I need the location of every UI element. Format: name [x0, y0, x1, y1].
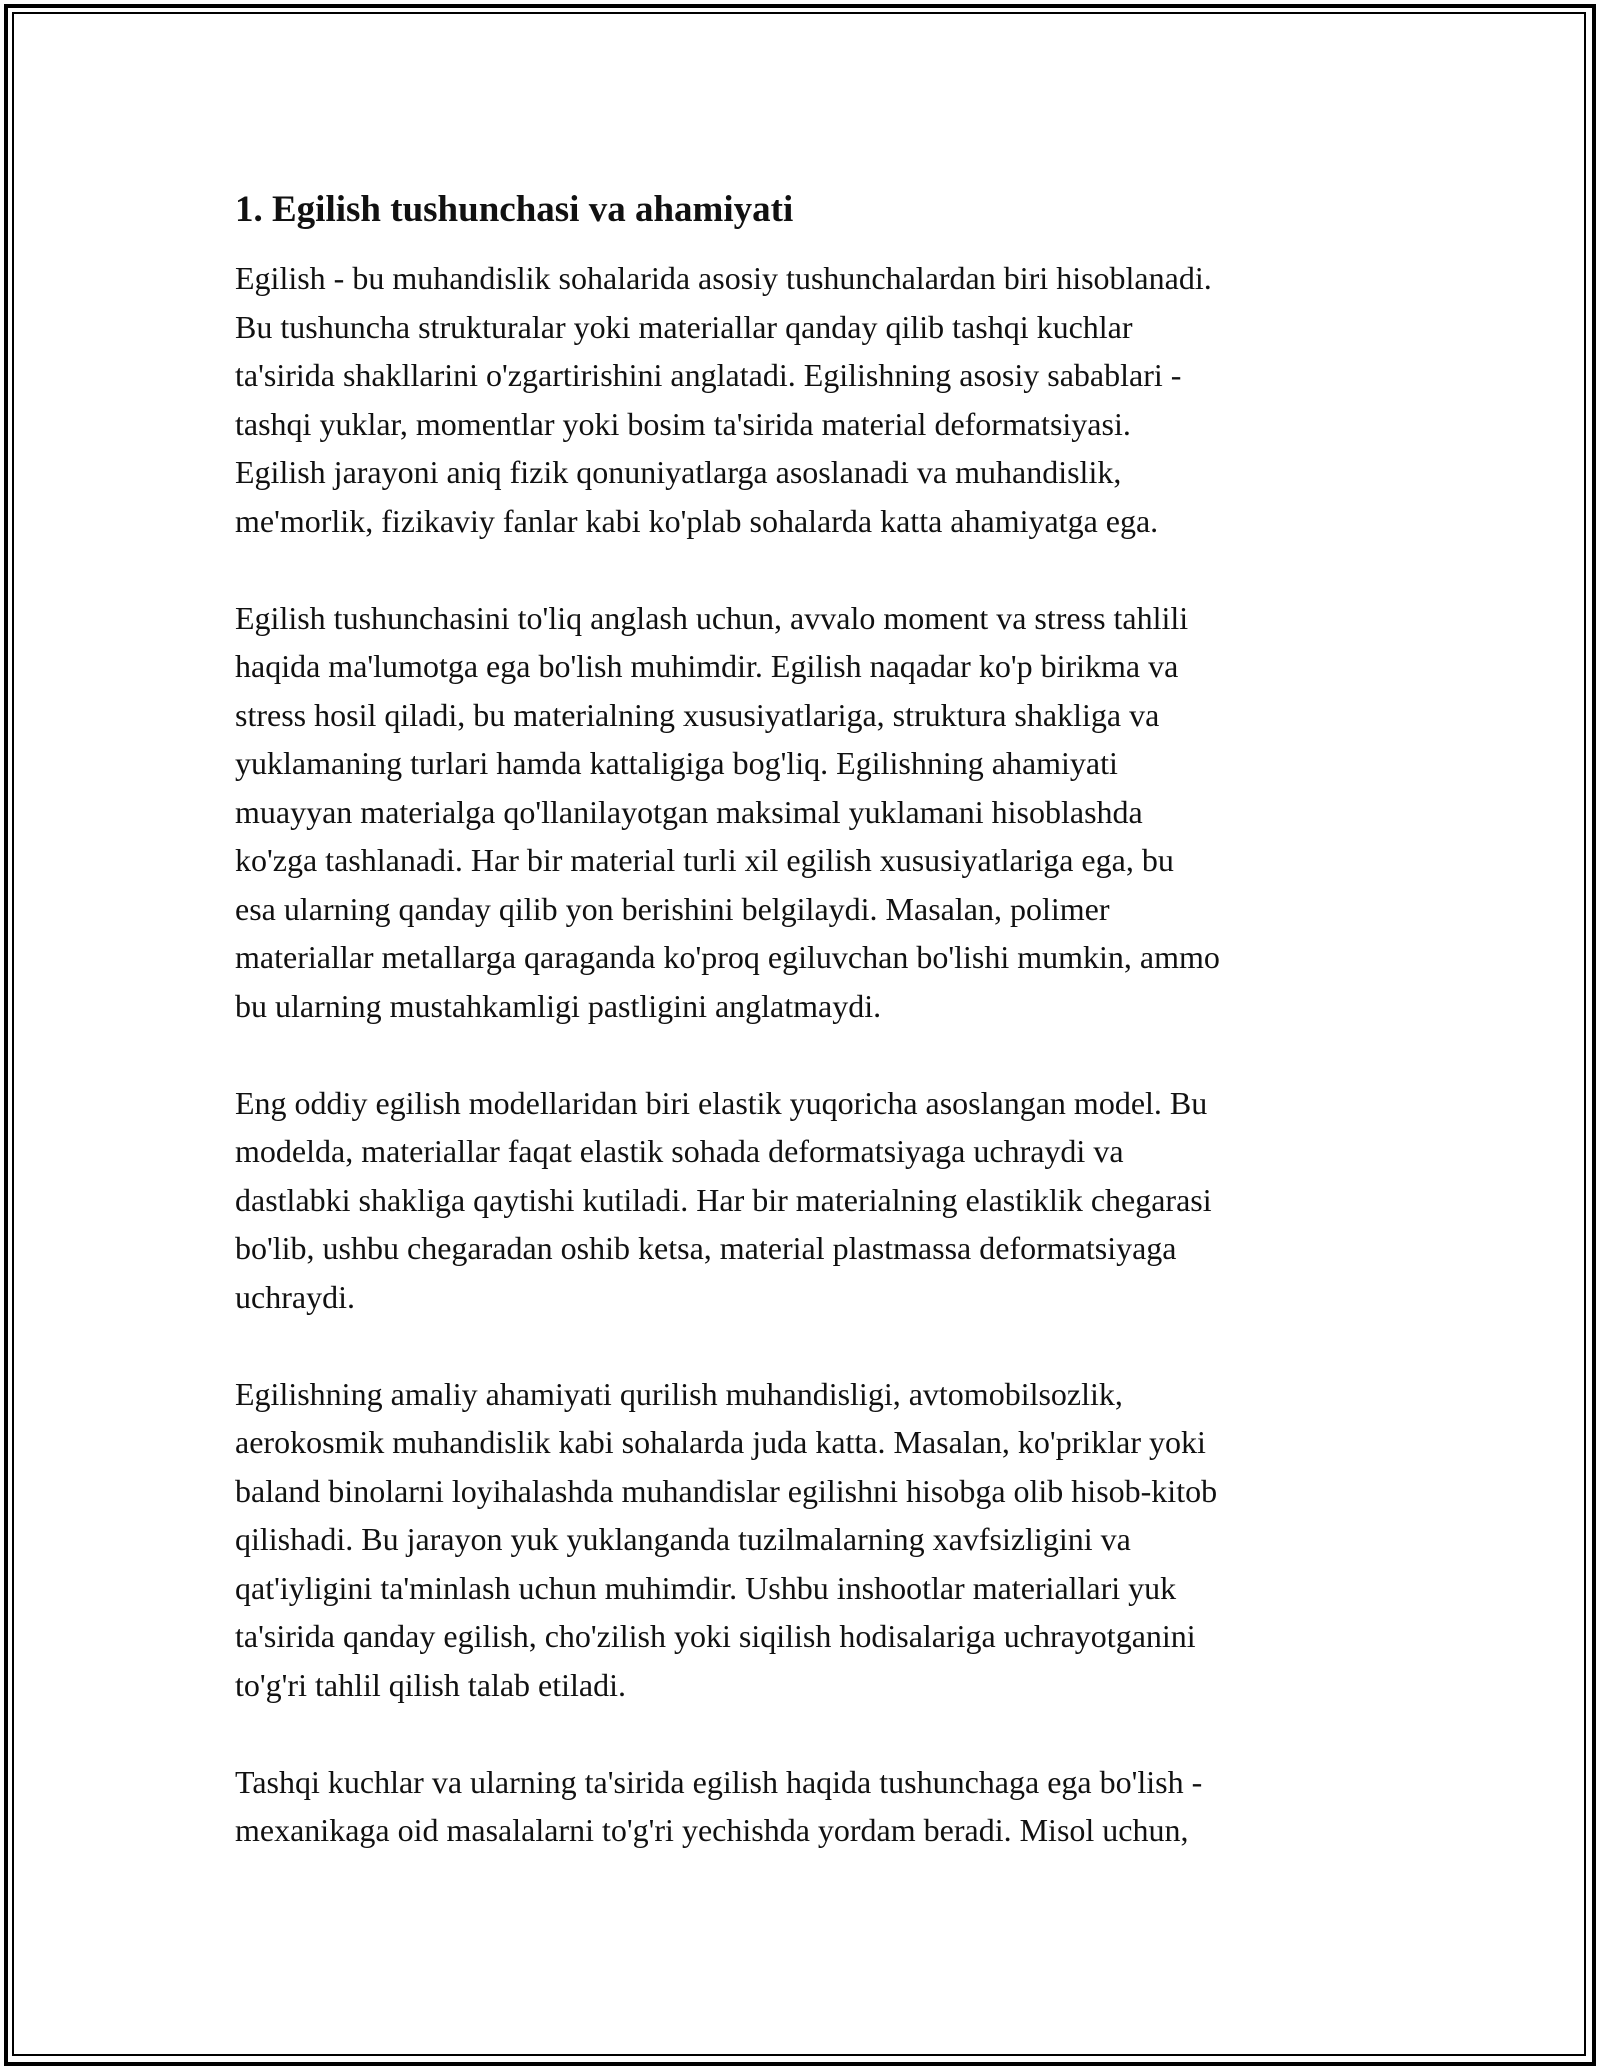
paragraph-line: bu ularning mustahkamligi pastligini anglatmaydi.	[235, 987, 882, 1024]
paragraph-line: me'morlik, fizikaviy fanlar kabi ko'plab sohalarda katta ahamiyatga ega.	[235, 502, 1159, 539]
paragraph-line: ta'sirida shakllarini o'zgartirishini anglatadi. Egilishning asosiy sabablari -	[235, 357, 1182, 393]
paragraph-line: aerokosmik muhandislik kabi sohalarda juda katta. Masalan, ko'priklar yoki	[235, 1424, 1206, 1460]
paragraph-line: Eng oddiy egilish modellaridan biri elastik yuqoricha asoslangan model. Bu	[235, 1084, 1208, 1121]
paragraph-2	[235, 594, 1385, 1031]
paragraph-line: Egilish - bu muhandislik sohalarida asosiy tushunchalardan biri hisoblanadi.	[235, 260, 1212, 296]
paragraph-line: ko'zga tashlanadi. Har bir material turli xil egilish xususiyatlariga ega, bu	[235, 842, 1174, 878]
paragraph-5	[235, 1758, 1385, 1855]
paragraph-line: esa ularning qanday qilib yon berishini belgilaydi. Masalan, polimer	[235, 890, 1110, 927]
paragraph-1	[235, 254, 1385, 545]
paragraph-line: qilishadi. Bu jarayon yuk yuklanganda tuzilmalarning xavfsizligini va	[235, 1521, 1131, 1557]
paragraph-line: Egilishning amaliy ahamiyati qurilish muhandisligi, avtomobilsozlik,	[235, 1375, 1123, 1412]
paragraph-line: uchraydi.	[235, 1278, 355, 1315]
paragraph-line: Bu tushuncha strukturalar yoki materiallar qanday qilib tashqi kuchlar	[235, 308, 1133, 345]
paragraph-line: bo'lib, ushbu chegaradan oshib ketsa, material plastmassa deformatsiyaga	[235, 1230, 1177, 1266]
paragraph-line: stress hosil qiladi, bu materialning xususiyatlariga, struktura shakliga va	[235, 696, 1160, 733]
paragraph-line: ta'sirida qanday egilish, cho'zilish yoki siqilish hodisalariga uchrayotganini	[235, 1618, 1196, 1654]
document-body	[235, 186, 1385, 1903]
paragraph-line: baland binolarni loyihalashda muhandislar egilishni hisobga olib hisob-kitob	[235, 1472, 1218, 1509]
paragraph-line: yuklamaning turlari hamda kattaligiga bog'liq. Egilishning ahamiyati	[235, 745, 1118, 781]
paragraph-4	[235, 1370, 1385, 1710]
section-heading: 1. Egilish tushunchasi va ahamiyati	[235, 189, 794, 230]
paragraph-line: Tashqi kuchlar va ularning ta'sirida egilish haqida tushunchaga ega bo'lish -	[235, 1763, 1203, 1800]
paragraph-line: mexanikaga oid masalalarni to'g'ri yechishda yordam beradi. Misol uchun,	[235, 1812, 1189, 1848]
paragraph-3	[235, 1079, 1385, 1322]
paragraph-line: dastlabki shakliga qaytishi kutiladi. Har bir materialning elastiklik chegarasi	[235, 1181, 1212, 1218]
paragraph-line: materiallar metallarga qaraganda ko'proq egiluvchan bo'lishi mumkin, ammo	[235, 939, 1220, 975]
paragraph-line: Egilish jarayoni aniq fizik qonuniyatlarga asoslanadi va muhandislik,	[235, 454, 1122, 490]
paragraph-line: muayyan materialga qo'llanilayotgan maksimal yuklamani hisoblashda	[235, 793, 1143, 830]
paragraph-line: qat'iyligini ta'minlash uchun muhimdir. Ushbu inshootlar materiallari yuk	[235, 1569, 1177, 1606]
paragraph-line: tashqi yuklar, momentlar yoki bosim ta'sirida material deformatsiyasi.	[235, 405, 1131, 442]
paragraph-line: to'g'ri tahlil qilish talab etiladi.	[235, 1666, 627, 1703]
paragraph-line: haqida ma'lumotga ega bo'lish muhimdir. Egilish naqadar ko'p birikma va	[235, 648, 1179, 684]
paragraph-line: modelda, materiallar faqat elastik sohada deformatsiyaga uchraydi va	[235, 1133, 1124, 1169]
paragraph-line: Egilish tushunchasini to'liq anglash uchun, avvalo moment va stress tahlili	[235, 599, 1189, 636]
